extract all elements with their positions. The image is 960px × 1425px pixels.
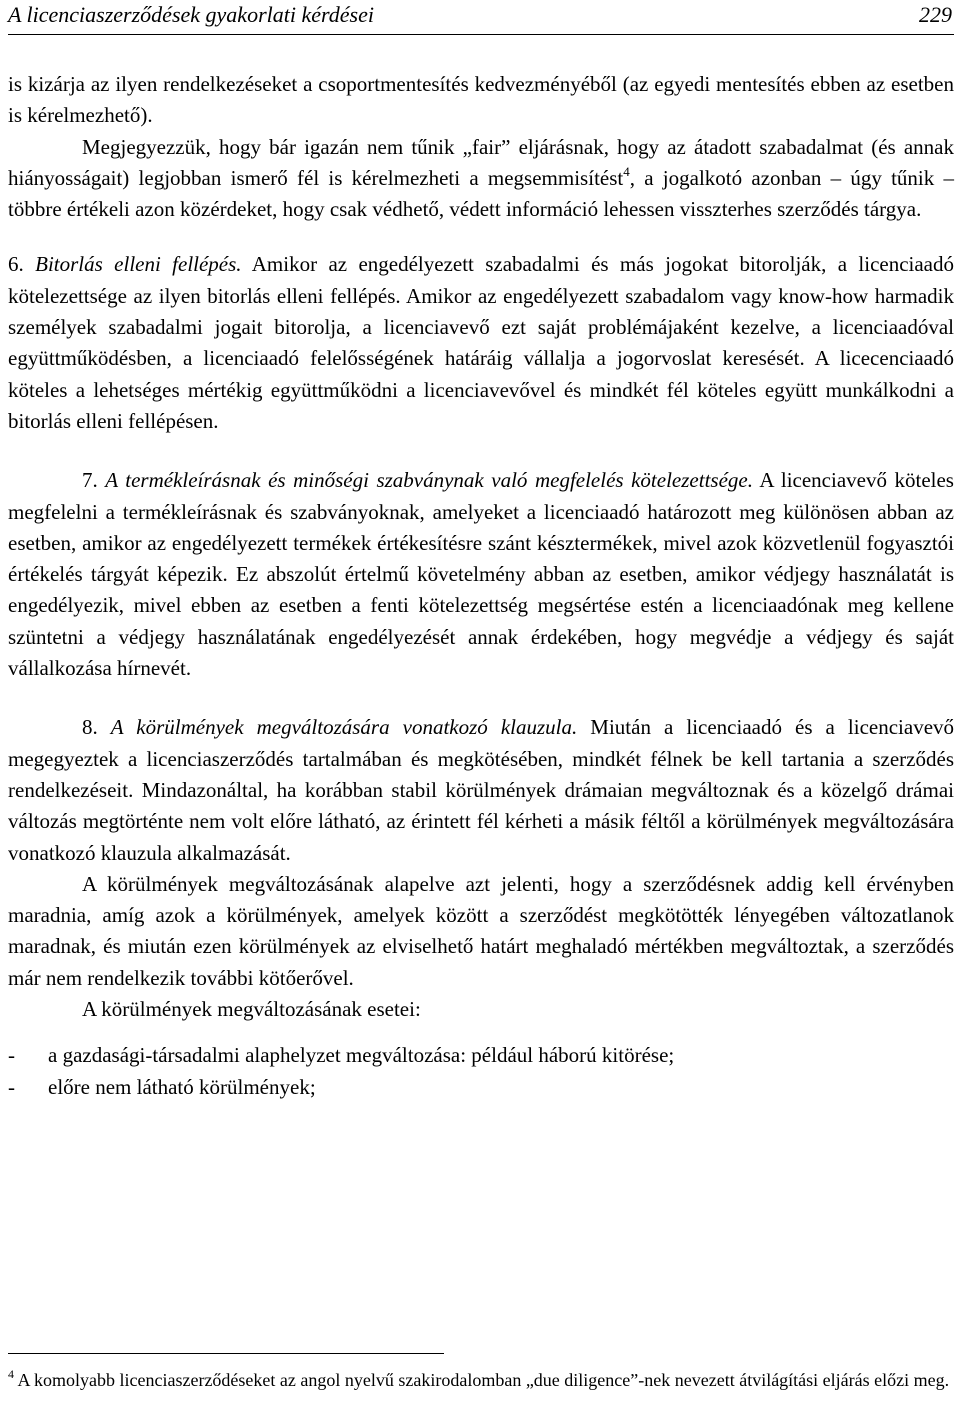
remark-text-start: Megjegyezzük, hogy bár igazán nem tűnik „fair” eljárásnak, hogy az átadott szabadalmat (és annak hiányosságait) legjobban ismerő fél is kérelmezheti a megsemmisítést <box>8 134 954 190</box>
list-dash: - <box>8 1074 15 1099</box>
section-7-text: A licenciavevő köteles megfelelni a termékleírásnak és szabványoknak, amelyeket a licenciaadó határozott meg különösen abban az esetben, amikor az engedélyezett termékek értékesítésre szánt késztermékek, mivel azok közvetlenül fogyasztói értékelés tárgyát képezik. Ez abszolút értelmű követelmény abban az esetben, amikor védjegy használatát is engedélyezik, mivel ebben az esetben a fenti kötelezettség megsértése estén a licenciaadónak meg kellene szüntetni a védjegy használatának engedélyezését annak érdekében, hogy megvédje a védjegy és saját vállalkozása hírnevét. <box>8 468 954 681</box>
section-7-number: 7. <box>82 468 98 493</box>
footnote <box>8 1368 954 1393</box>
page-number: 229 <box>919 2 952 27</box>
section-8 <box>8 712 954 868</box>
footnote-reference[interactable]: 4 <box>623 163 630 179</box>
section-6 <box>8 249 954 437</box>
section-8-title: A körülmények megváltozására vonatkozó klauzula. <box>110 715 578 740</box>
section-8-paragraph-3: A körülmények megváltozásának esetei: <box>82 997 421 1022</box>
list-item <box>8 1072 954 1103</box>
section-7-title: A termékleírásnak és minőségi szabványnak való megfelelés kötelezettsége. <box>105 468 753 493</box>
paragraph-continuation: is kizárja az ilyen rendelkezéseket a csoportmentesítés kedvezményéből (az egyedi mentesítés ebben az esetben is kérelmezhető). <box>8 72 954 128</box>
list-item <box>8 1040 954 1071</box>
section-8-paragraph-2: A körülmények megváltozásának alapelve azt jelenti, hogy a szerződésnek addig kell érvényben maradnia, amíg azok a körülmények, amelyek között a szerződést megkötötték lényegében változatlanok maradnak, és miután ezen körülmények az elviselhető határt meghaladó mértékben megváltoztak, a szerződés már nem rendelkezik további kötőerővel. <box>8 871 954 990</box>
list-item-text: előre nem látható körülmények; <box>48 1074 316 1099</box>
list-dash: - <box>8 1043 15 1068</box>
section-7 <box>8 465 954 684</box>
section-6-title: Bitorlás elleni fellépés. <box>35 252 242 277</box>
main-text <box>8 69 954 1103</box>
running-header <box>8 0 954 35</box>
footnote-marker: 4 <box>8 1367 14 1381</box>
footnote-text: A komolyabb licenciaszerződéseket az angol nyelvű szakirodalomban „due diligence”-nek nevezett átvilágítási eljárás előzi meg. <box>14 1370 950 1390</box>
paragraph-remark <box>8 132 954 226</box>
header-title: A licenciaszerződések gyakorlati kérdései <box>8 2 374 27</box>
section-6-text: Amikor az engedélyezett szabadalmi és más jogokat bitorolják, a licenciaadó kötelezettsége az ilyen bitorlás elleni fellépés. Amikor az engedélyezett szabadalom vagy know-how harmadik személyek szabadalmi jogait bitorolja, a licenciavevő ezt saját problémájaként kezelve, a licenciaadóval együttműködésben, a licenciaadó felelősségének határáig vállalja a jogorvoslat keresését. A licecenciaadó köteles a lehetséges mértékig együttműködni a licenciavevővel és mindkét fél köteles együtt munkálkodni a bitorlás elleni fellépésen. <box>8 252 955 433</box>
section-6-number: 6. <box>8 252 24 277</box>
cases-list <box>8 1040 954 1103</box>
footnote-separator <box>8 1353 444 1354</box>
list-item-text: a gazdasági-társadalmi alaphelyzet megváltozása: például háború kitörése; <box>48 1043 675 1068</box>
section-8-text: Miután a licenciaadó és a licenciavevő megegyeztek a licenciaszerződés tartalmában és megkötésében, mindkét félnek be kell tartania a szerződés rendelkezéseit. Mindazonáltal, ha korábban stabil körülmények drámaian megváltoznak és a közelgő drámai változás megtörténte nem volt előre látható, az érintett fél kérheti a másik féltől a körülmények megváltozására vonatkozó klauzula alkalmazását. <box>8 715 955 865</box>
remark-text-end: , a jogalkotó azonban – úgy tűnik – többre értékeli azon közérdeket, hogy csak védhető, védett információ lehessen visszterhes szerződés tárgya. <box>8 165 954 222</box>
section-8-number: 8. <box>82 715 98 740</box>
